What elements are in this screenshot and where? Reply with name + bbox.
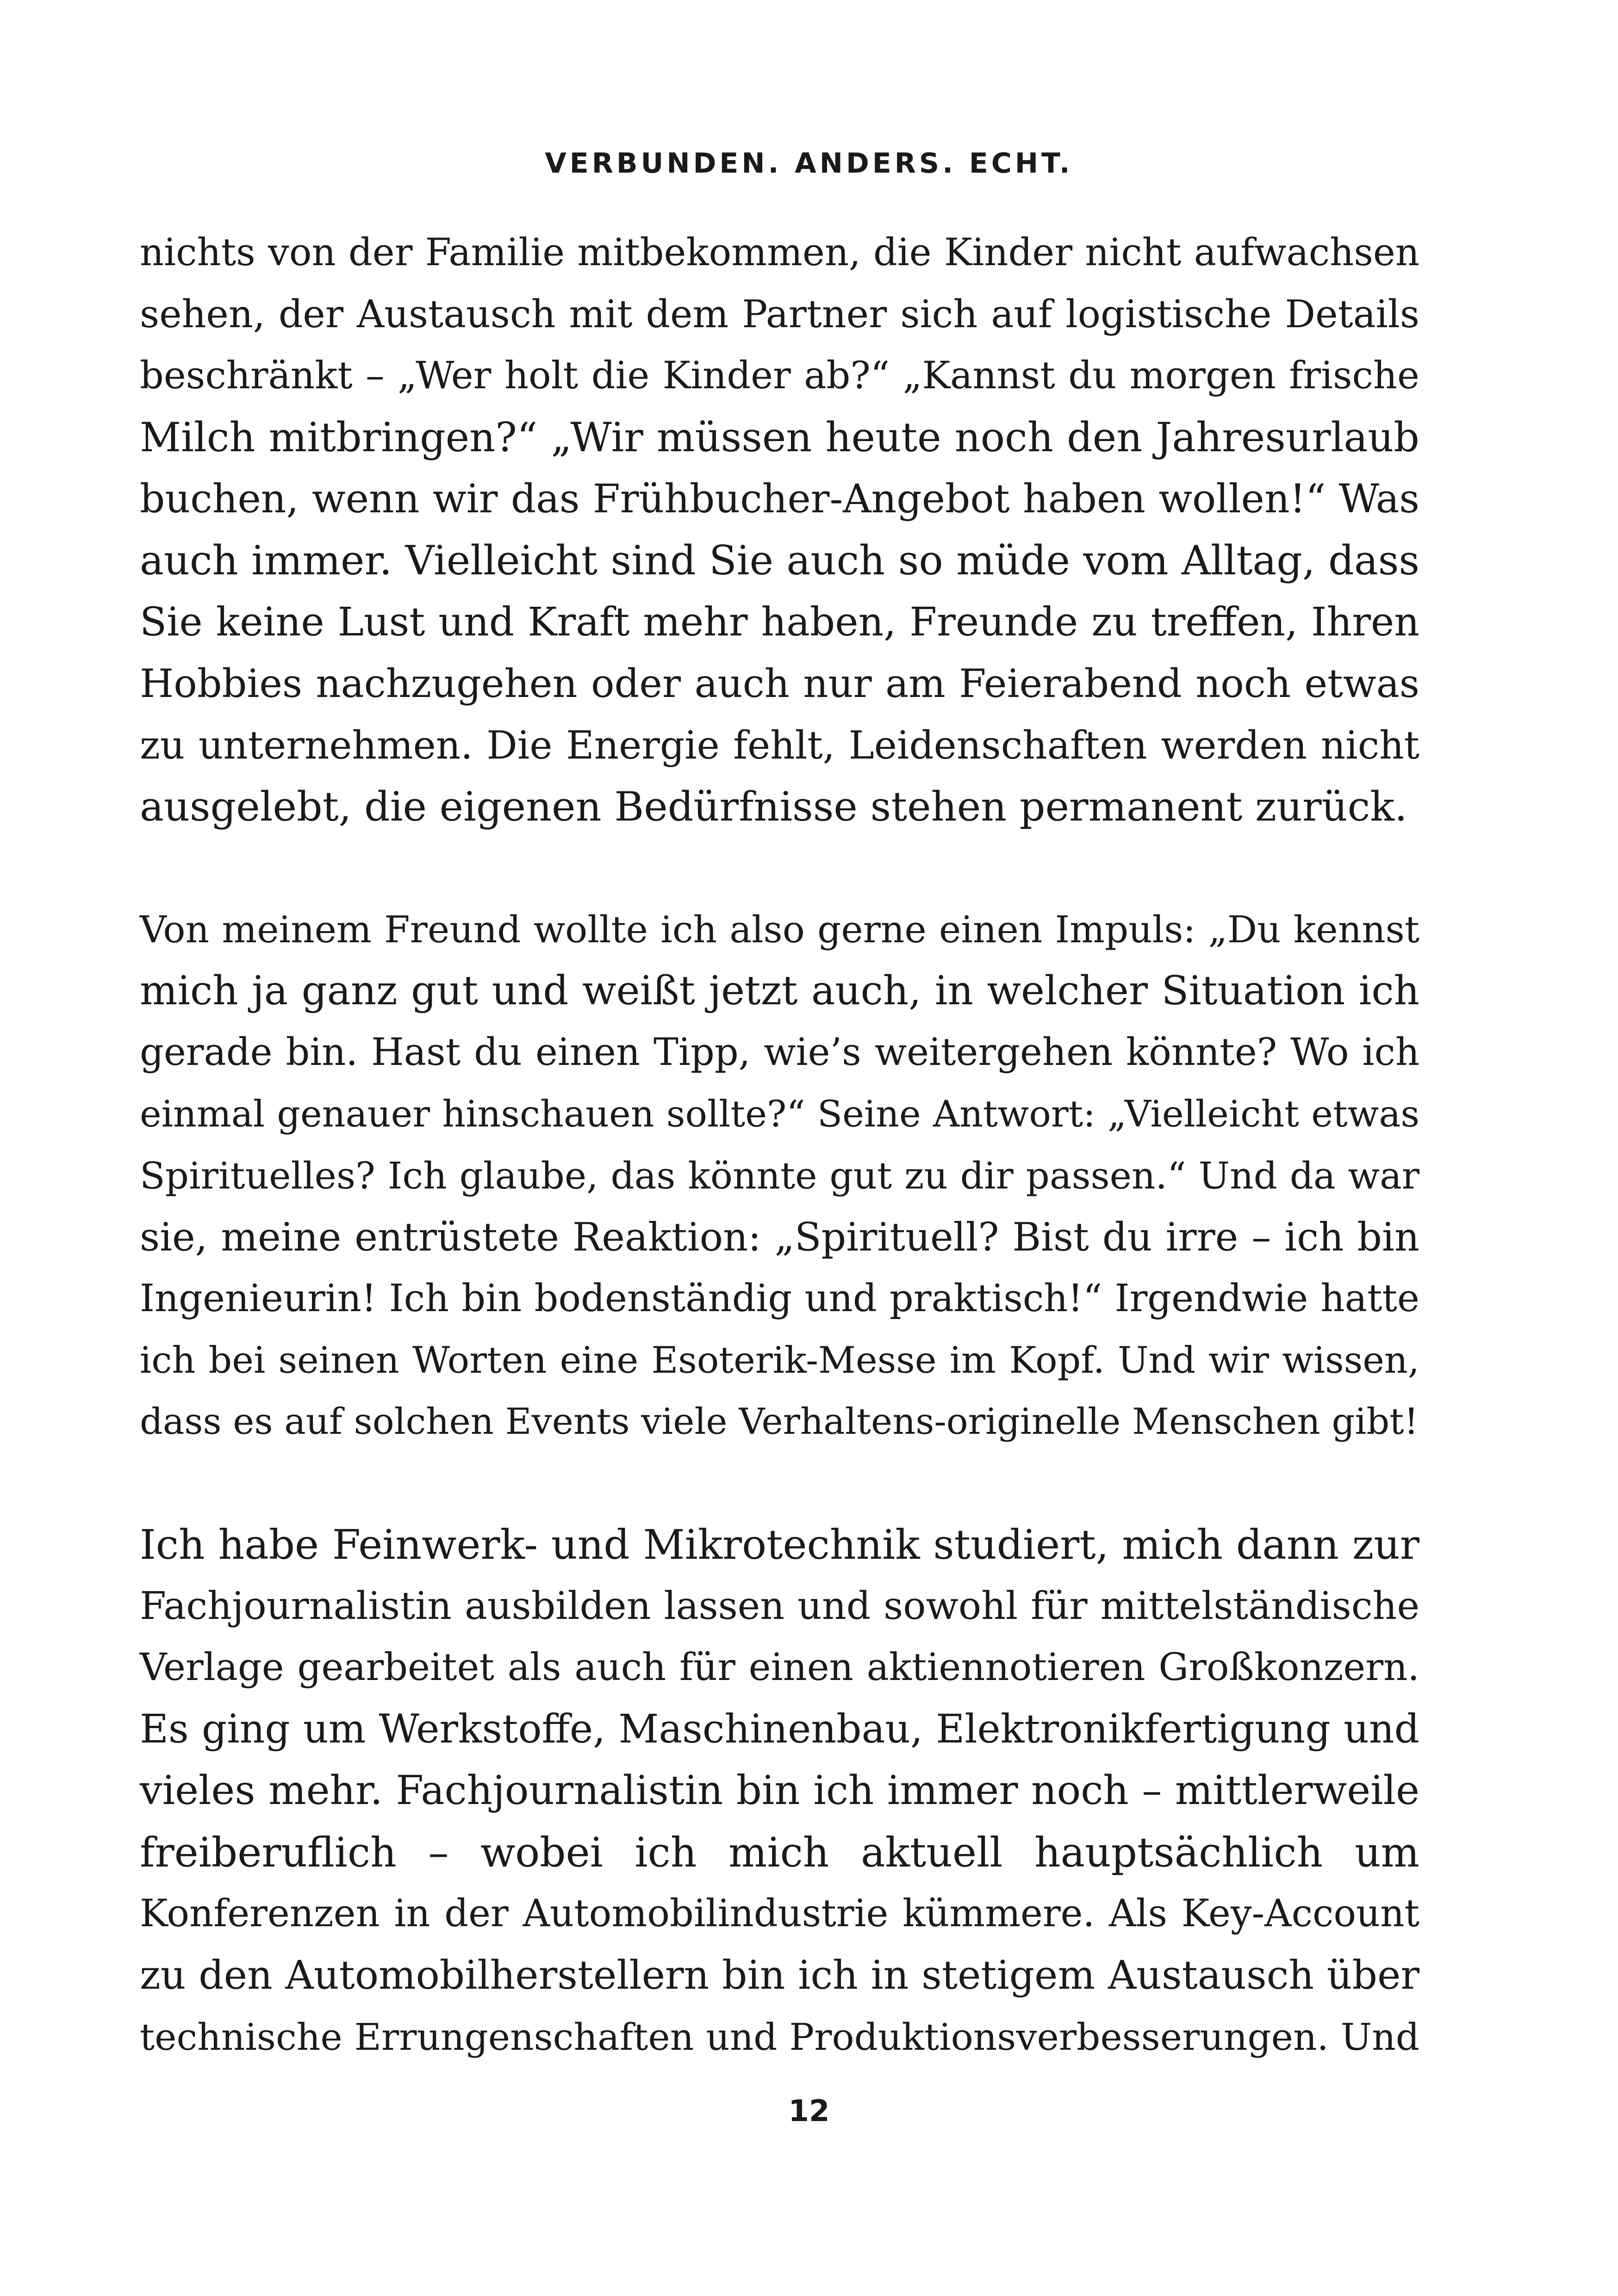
body-text <box>140 222 1419 2068</box>
text-line: Milch mitbringen?“ „Wir müssen heute noch den Jahresurlaub <box>140 414 1419 461</box>
text-line: vieles mehr. Fachjournalistin bin ich immer noch – mittlerweile <box>140 1767 1419 1814</box>
text-line: einmal genauer hinschauen sollte?“ Seine Antwort: „Vielleicht etwas <box>140 1093 1419 1135</box>
paragraph <box>140 899 1419 1453</box>
text-line: zu unternehmen. Die Energie fehlt, Leidenschaften werden nicht <box>140 723 1419 768</box>
text-line: dass es auf solchen Events viele Verhaltens-originelle Menschen gibt! <box>140 1401 1419 1443</box>
text-line: Fachjournalistin ausbilden lassen und sowohl für mittelständische <box>140 1584 1419 1628</box>
text-line: nichts von der Familie mitbekommen, die Kinder nicht aufwachsen <box>140 231 1419 274</box>
paragraph <box>140 1514 1419 2068</box>
text-line: Verlage gearbeitet als auch für einen aktiennotieren Großkonzern. <box>140 1646 1419 1689</box>
text-line: mich ja ganz gut und weißt jetzt auch, in welcher Situation ich <box>140 968 1419 1014</box>
text-line: Spirituelles? Ich glaube, das könnte gut zu dir passen.“ Und da war <box>140 1154 1419 1197</box>
text-line: technische Errungenschaften und Produktionsverbesserungen. Und <box>140 2016 1419 2059</box>
text-line: Ingenieurin! Ich bin bodenständig und praktisch!“ Irgendwie hatte <box>140 1277 1419 1320</box>
text-line: freiberuflich – wobei ich mich aktuell hauptsächlich um <box>140 1829 1419 1876</box>
text-line: gerade bin. Hast du einen Tipp, wie’s weitergehen könnte? Wo ich <box>140 1031 1419 1074</box>
text-line: zu den Automobilherstellern bin ich in stetigem Austausch über <box>140 1953 1419 1998</box>
text-line: Ich habe Feinwerk- und Mikrotechnik studiert, mich dann zur <box>140 1521 1419 1568</box>
page-number: 12 <box>788 2094 830 2128</box>
text-line: ich bei seinen Worten eine Esoterik-Messe im Kopf. Und wir wissen, <box>140 1339 1419 1381</box>
text-line: Es ging um Werkstoffe, Maschinenbau, Elektronikfertigung und <box>140 1706 1419 1752</box>
paragraph <box>140 222 1419 838</box>
text-line: Hobbies nachzugehen oder auch nur am Feierabend noch etwas <box>140 661 1419 706</box>
text-line: sie, meine entrüstete Reaktion: „Spirituell? Bist du irre – ich bin <box>140 1214 1419 1260</box>
running-header: VERBUNDEN. ANDERS. ECHT. <box>545 147 1073 180</box>
text-line: buchen, wenn wir das Frühbucher-Angebot haben wollen!“ Was <box>140 476 1419 522</box>
text-line: Von meinem Freund wollte ich also gerne einen Impuls: „Du kennst <box>140 908 1419 951</box>
text-line: auch immer. Vielleicht sind Sie auch so müde vom Alltag, dass <box>140 537 1419 584</box>
text-line: ausgelebt, die eigenen Bedürfnisse stehen permanent zurück. <box>140 783 1407 830</box>
text-line: beschränkt – „Wer holt die Kinder ab?“ „Kannst du morgen frische <box>140 354 1419 398</box>
text-line: Sie keine Lust und Kraft mehr haben, Freunde zu treffen, Ihren <box>140 599 1419 645</box>
text-line: Konferenzen in der Automobilindustrie kümmere. Als Key-Account <box>140 1892 1419 1935</box>
text-line: sehen, der Austausch mit dem Partner sich auf logistische Details <box>140 292 1419 336</box>
